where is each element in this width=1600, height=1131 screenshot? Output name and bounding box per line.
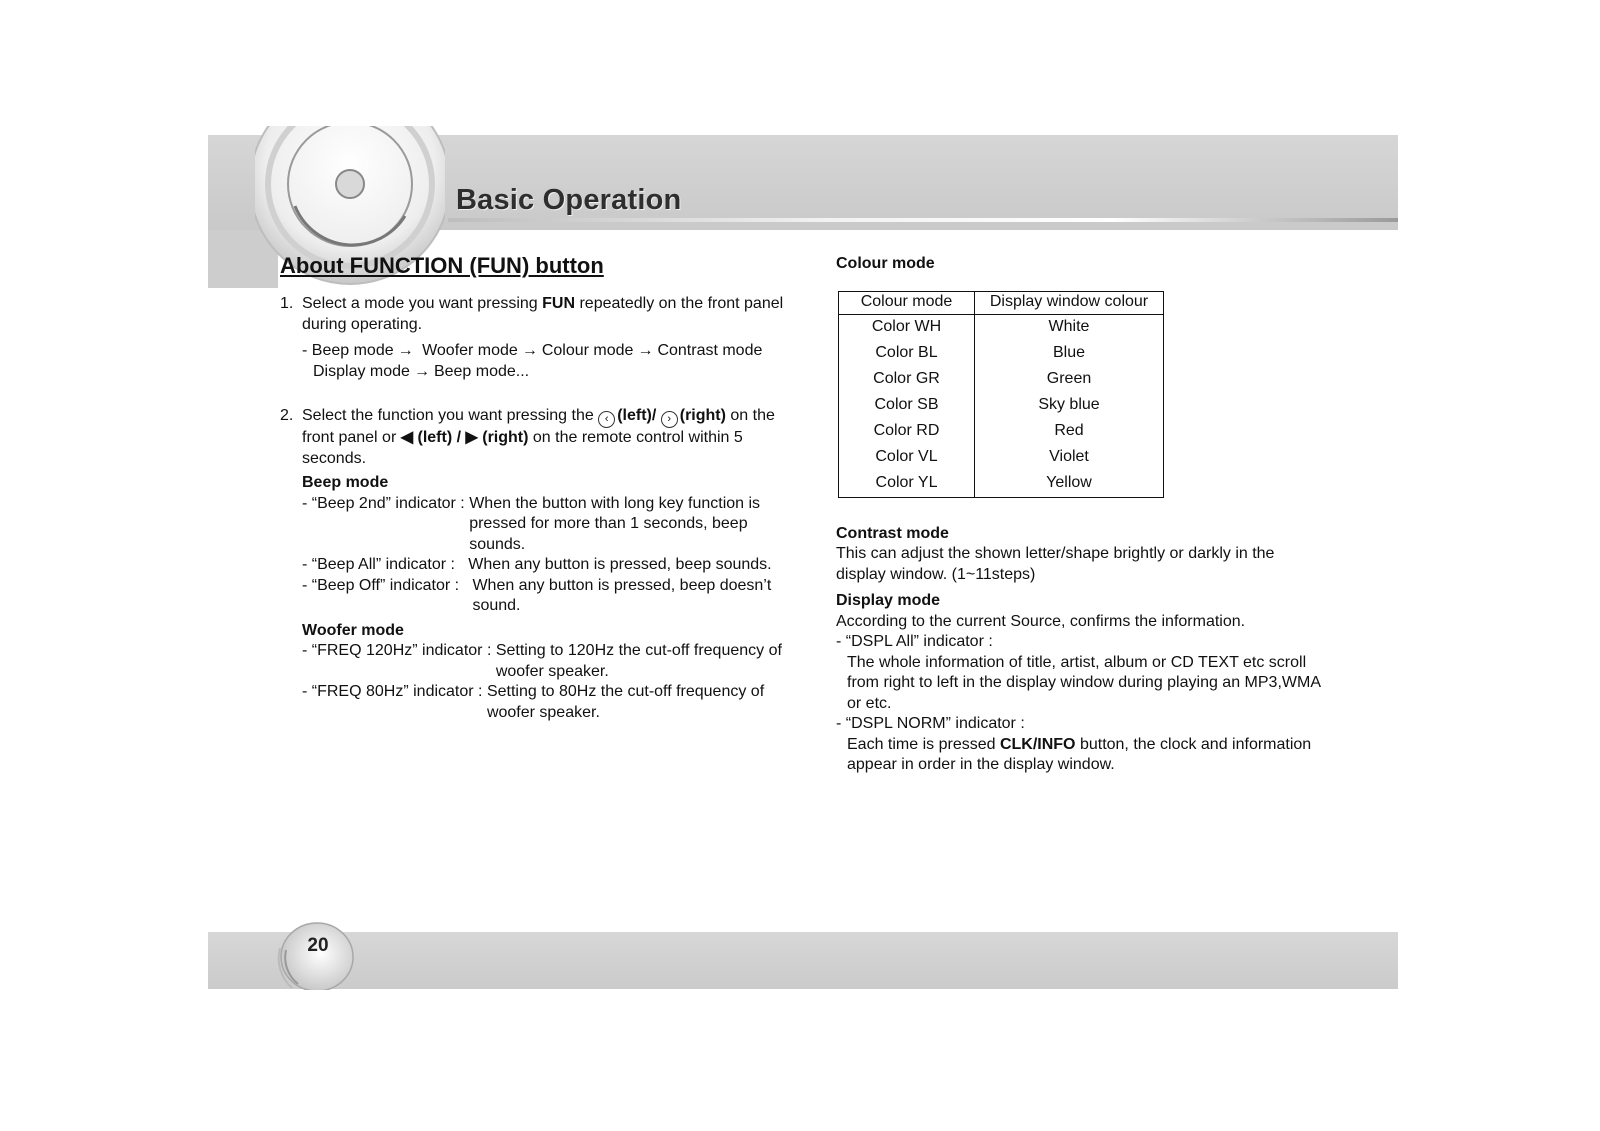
chevron-left-icon: ‹ bbox=[598, 411, 615, 428]
display-mode-title: Display mode bbox=[836, 592, 941, 609]
list-item: - “Beep All” indicator : When any button is pressed, beep sounds. bbox=[302, 556, 772, 573]
step-number: 2. bbox=[280, 407, 294, 424]
dspl-norm-label: - “DSPL NORM” indicator : bbox=[836, 715, 1025, 732]
table-row: Color YL Yellow bbox=[839, 471, 1164, 498]
triangle-left-icon: ◀ bbox=[400, 429, 414, 446]
right-column bbox=[836, 254, 1336, 776]
chevron-right-icon: › bbox=[661, 411, 678, 428]
table-row: Color RD Red bbox=[839, 419, 1164, 445]
header-rule bbox=[448, 218, 1398, 222]
left-column bbox=[280, 252, 800, 723]
contrast-mode-text: This can adjust the shown letter/shape brightly or darkly in the display window. (1~11steps) bbox=[836, 545, 1275, 583]
table-row: Color BL Blue bbox=[839, 341, 1164, 367]
triangle-right-icon: ▶ bbox=[465, 429, 478, 446]
dspl-all-label: - “DSPL All” indicator : bbox=[836, 633, 993, 650]
arrow-right-icon: → bbox=[397, 342, 414, 359]
beep-mode-title: Beep mode bbox=[302, 474, 389, 491]
step-1-text: Select a mode you want pressing FUN repeatedly on the front panel during operating. bbox=[302, 295, 784, 333]
page-number: 20 bbox=[307, 935, 329, 956]
step-2-text: Select the function you want pressing the ‹ (left)/ › (right) on the front panel or ◀ (left) / ▶ (right) on the remote control within 5 seconds. bbox=[302, 407, 775, 467]
section-title: Basic Operation bbox=[456, 184, 682, 216]
contrast-mode-title: Contrast mode bbox=[836, 524, 949, 542]
table-header-row bbox=[839, 291, 1164, 314]
colour-table bbox=[838, 291, 1164, 498]
step-1 bbox=[280, 294, 800, 382]
list-item: - “Beep Off” indicator : When any button is pressed, beep doesn’t sound. bbox=[302, 576, 772, 614]
dspl-norm-text: Each time is pressed CLK/INFO button, the clock and information appear in order in the display window. bbox=[847, 735, 1312, 773]
table-row: Color GR Green bbox=[839, 367, 1164, 393]
table-row: Color SB Sky blue bbox=[839, 393, 1164, 419]
fun-key: FUN bbox=[542, 295, 576, 312]
footer-band bbox=[208, 932, 1398, 989]
woofer-mode-title: Woofer mode bbox=[302, 621, 404, 639]
dspl-all-text: The whole information of title, artist, album or CD TEXT etc scroll from right to left in the display window during playing an MP3,WMA or etc. bbox=[847, 653, 1321, 712]
colour-mode-title: Colour mode bbox=[836, 255, 935, 272]
page-heading: About FUNCTION (FUN) button bbox=[280, 253, 604, 278]
arrow-right-icon: → bbox=[521, 342, 538, 359]
mode-sequence: - Beep mode → Woofer mode → Colour mode → Contrast mode Display mode → Beep mode... bbox=[302, 342, 763, 380]
clk-info-key: CLK/INFO bbox=[999, 735, 1076, 753]
display-mode-intro: According to the current Source, confirms the information. bbox=[836, 612, 1246, 630]
list-item: - “Beep 2nd” indicator : When the button with long key function is pressed for more than 1 seconds, beep sounds. bbox=[302, 494, 761, 553]
column-header: Colour mode bbox=[839, 291, 975, 314]
column-header: Display window colour bbox=[975, 291, 1164, 314]
table-row: Color WH White bbox=[839, 314, 1164, 341]
arrow-right-icon: → bbox=[637, 342, 654, 359]
table-row: Color VL Violet bbox=[839, 445, 1164, 471]
step-2 bbox=[280, 406, 800, 723]
list-item: - “FREQ 120Hz” indicator : Setting to 120Hz the cut-off frequency of woofer speaker. bbox=[302, 642, 782, 680]
arrow-right-icon: → bbox=[413, 362, 430, 380]
list-item: - “FREQ 80Hz” indicator : Setting to 80Hz the cut-off frequency of woofer speaker. bbox=[302, 683, 765, 721]
step-number: 1. bbox=[280, 295, 294, 312]
